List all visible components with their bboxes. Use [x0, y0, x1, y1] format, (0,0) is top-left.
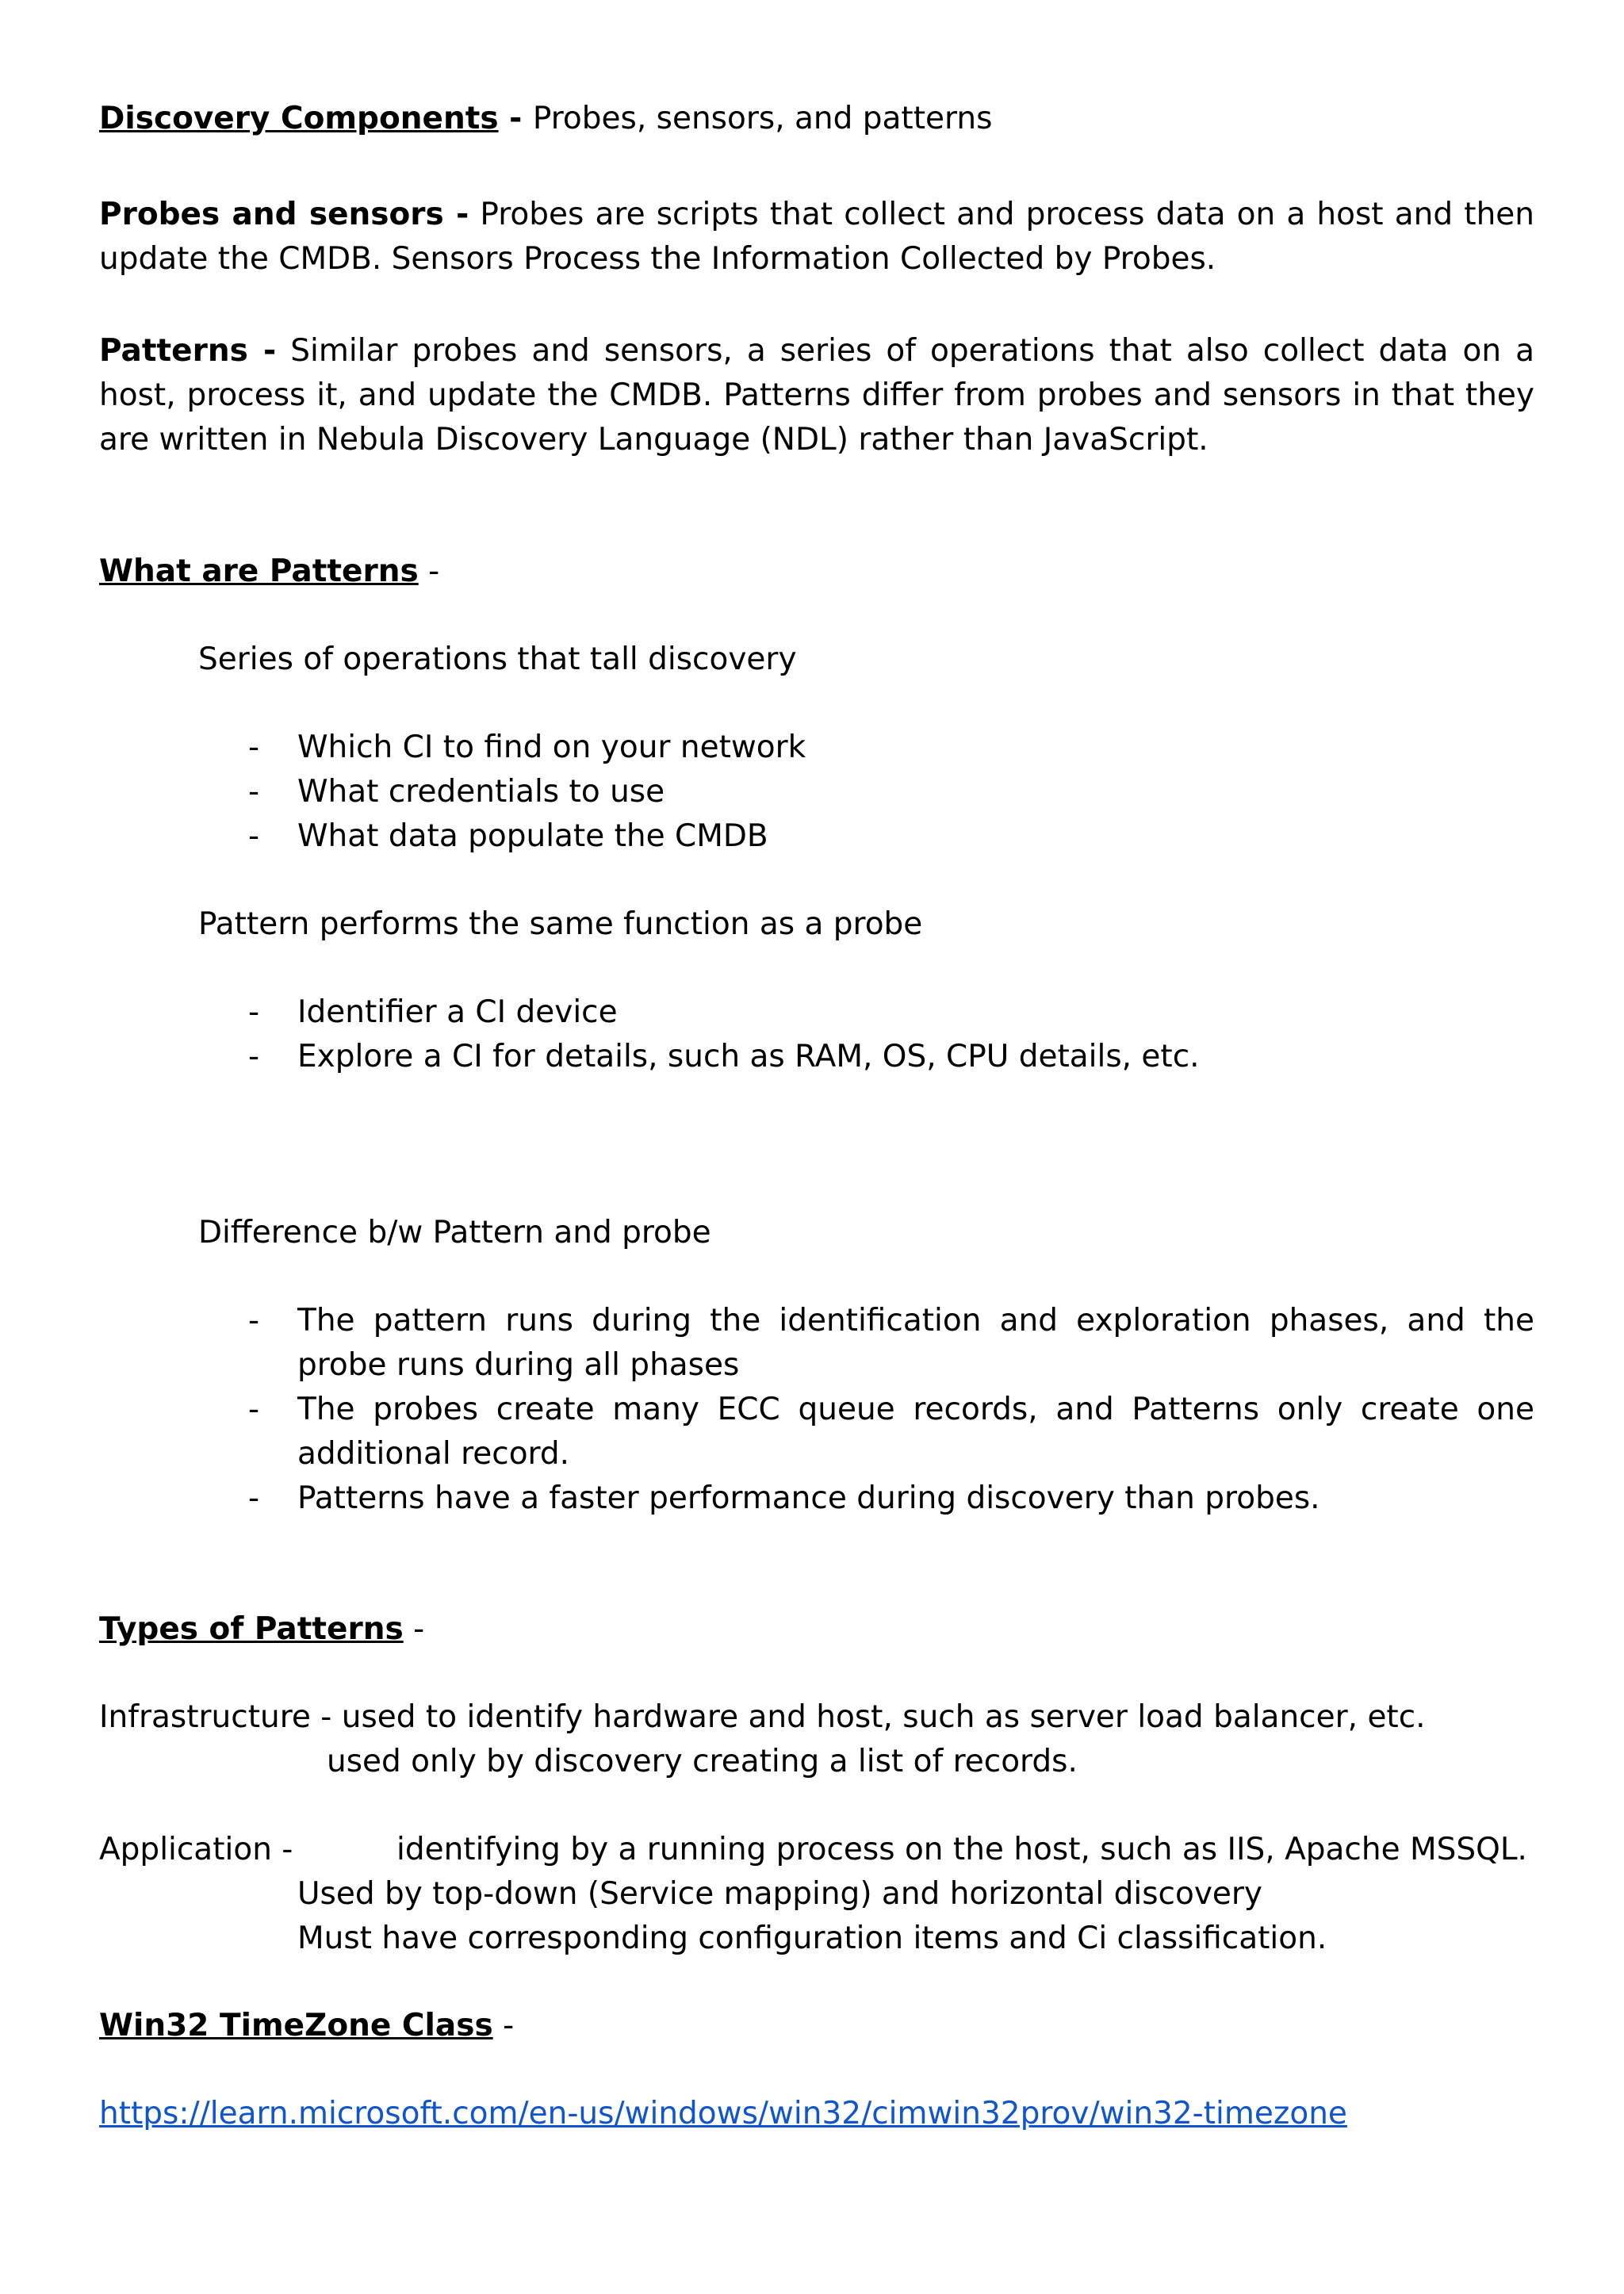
application-line3: Must have corresponding configuration items and Ci classification. [297, 1921, 1327, 1956]
patterns-items-list [0, 726, 1624, 859]
types-of-patterns-suffix: - [403, 1611, 425, 1647]
win32-timezone-suffix: - [492, 2008, 515, 2043]
list-item: - Which CI to find on your network [0, 726, 1624, 770]
patterns-text: Similar probes and sensors, a series of operations that also collect data on a host, process it, and update the CMDB. Patterns differ from probes and sensors in that they are written in Nebula Discovery Language (NDL) rather than JavaScript. [99, 333, 1534, 458]
dash-bullet: - [248, 1039, 260, 1074]
dash-bullet: - [248, 1303, 260, 1338]
list-item: - The pattern runs during the identification and exploration phases, and the probe runs during all phases [0, 1299, 1624, 1388]
list-item: - Identifier a CI device [0, 990, 1624, 1035]
what-are-patterns-line [99, 550, 1534, 594]
probes-sensors-text: Probes are scripts that collect and process data on a host and then update the CMDB. Sensors Process the Information Collected by Probes. [99, 197, 1534, 277]
probes-sensors-paragraph [99, 193, 1534, 281]
infrastructure-line2: used only by discovery creating a list of records. [327, 1744, 1078, 1779]
dash-bullet: - [248, 818, 260, 854]
dash-bullet: - [248, 730, 260, 765]
list-item: - Patterns have a faster performance during discovery than probes. [0, 1476, 1624, 1521]
types-of-patterns-heading: Types of Patterns [99, 1611, 404, 1647]
list-item: - Explore a CI for details, such as RAM, OS, CPU details, etc. [0, 1035, 1624, 1079]
dash-bullet: - [248, 774, 260, 810]
list-item: - The probes create many ECC queue records, and Patterns only create one additional record. [0, 1388, 1624, 1476]
discovery-components-text: Probes, sensors, and patterns [532, 101, 993, 136]
patterns-intro2: Pattern performs the same function as a probe [198, 906, 923, 942]
patterns-items2-list [0, 990, 1624, 1079]
win32-timezone-heading: Win32 TimeZone Class [99, 2008, 493, 2043]
application-label: Application - [99, 1832, 293, 1867]
what-are-patterns-suffix: - [418, 553, 440, 589]
list-item: - What data populate the CMDB [0, 814, 1624, 859]
infrastructure-line1: Infrastructure - used to identify hardware and host, such as server load balancer, etc. [99, 1699, 1426, 1735]
types-of-patterns-line [99, 1607, 1534, 1652]
patterns-paragraph [99, 329, 1534, 462]
application-line1: identifying by a running process on the host, such as IIS, Apache MSSQL. [396, 1832, 1527, 1867]
dash-bullet: - [248, 1392, 260, 1427]
dash-bullet: - [248, 994, 260, 1030]
dash-bullet: - [248, 1480, 260, 1516]
probes-sensors-label: Probes and sensors - [99, 197, 469, 232]
discovery-components-heading: Discovery Components [99, 101, 499, 136]
discovery-components-sep: - [498, 101, 533, 136]
application-line2: Used by top-down (Service mapping) and horizontal discovery [297, 1876, 1263, 1912]
patterns-label: Patterns - [99, 333, 277, 369]
win32-timezone-line [99, 2004, 1534, 2048]
win32-timezone-link[interactable]: https://learn.microsoft.com/en-us/windows/win32/cimwin32prov/win32-timezone [99, 2096, 1347, 2131]
what-are-patterns-heading: What are Patterns [99, 553, 419, 589]
list-item: - What credentials to use [0, 770, 1624, 814]
win32-link-line [99, 2092, 1534, 2136]
discovery-components-line [99, 97, 1534, 141]
patterns-intro3: Difference b/w Pattern and probe [198, 1215, 711, 1250]
patterns-items3-list [0, 1299, 1624, 1521]
patterns-intro: Series of operations that tall discovery [198, 641, 797, 677]
